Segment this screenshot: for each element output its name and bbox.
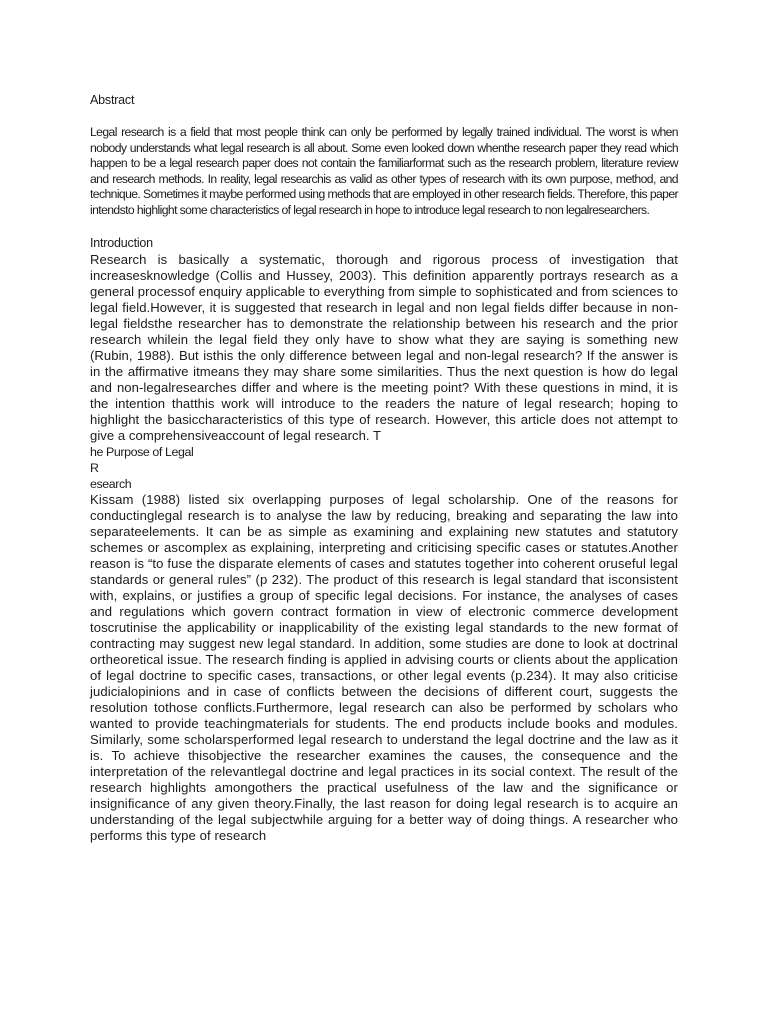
purpose-heading-line-3: esearch: [90, 476, 132, 491]
purpose-heading-line-1: he Purpose of Legal: [90, 444, 194, 459]
purpose-heading-line-2: R: [90, 460, 99, 475]
document-page: [90, 92, 678, 844]
abstract-heading: Abstract: [90, 93, 135, 107]
introduction-heading: Introduction: [90, 235, 153, 250]
introduction-paragraph: Research is basically a systematic, thorough and rigorous process of investigation that increasesknowledge (Collis and Hussey, 2003). This definition apparently portrays research as a general processof enquiry applicable to everything from simple to sophisticated and from sciences to legal field.However, it is suggested that research in legal and non legal fields differ because in non-legal fieldsthe researcher has to demonstrate the relationship between his research and the prior research whilein the legal field they only have to show what they are saying is something new (Rubin, 1988). But isthis the only difference between legal and non-legal research? If the answer is in the affirmative itmeans they may share some similarities. Thus the next question is how do legal and non-legalresearches differ and where is the meeting point? With these questions in mind, it is the intention thatthis work will introduce to the readers the nature of legal research; hoping to highlight the basiccharacteristics of this type of research. However, this article does not attempt to give a comprehensiveaccount of legal research. T: [90, 251, 678, 443]
purpose-paragraph: Kissam (1988) listed six overlapping purposes of legal scholarship. One of the reasons for conductinglegal research is to analyse the law by reducing, breaking and separating the law into separateelements. It can be as simple as examining and explaining new statutes and statutory schemes or ascomplex as explaining, interpreting and criticising specific cases or statutes.Another reason is “to fuse the disparate elements of cases and statutes together into coherent oruseful legal standards or general rules” (p 232). The product of this research is legal standard that isconsistent with, explains, or justifies a group of specific legal decisions. For instance, the analyses of cases and regulations which govern contract formation in view of electronic commerce development toscrutinise the applicability or inapplicability of the existing legal standards to the new format of contracting may suggest new legal standard. In addition, some studies are done to look at doctrinal ortheoretical issue. The research finding is applied in advising courts or clients about the application of legal doctrine to specific cases, transactions, or other legal events (p.234). It may also criticise judicialopinions and in case of conflicts between the decisions of different court, suggests the resolution tothose conflicts.Furthermore, legal research can also be performed by scholars who wanted to provide teachingmaterials for students. The end products include books and modules. Similarly, some scholarsperformed legal research to understand the legal doctrine and the law as it is. To achieve thisobjective the researcher examines the causes, the consequence and the interpretation of the relevantlegal doctrine and legal practices in its social context. The result of the research highlights amongothers the practical usefulness of the law and the significance or insignificance of any given theory.Finally, the last reason for doing legal research is to acquire an understanding of the legal subjectwhile arguing for a better way of doing things. A researcher who performs this type of research: [90, 491, 678, 843]
abstract-paragraph: Legal research is a field that most people think can only be performed by legally trained individual. The worst is when nobody understands what legal research is all about. Some even looked down whenthe research paper they read which happen to be a legal research paper does not contain the familiarformat such as the research problem, literature review and research methods. In reality, legal researchis as valid as other types of research with its own purpose, method, and technique. Sometimes it maybe performed using methods that are employed in other research fields. Therefore, this paper intendsto highlight some characteristics of legal research in hope to introduce legal research to non legalresearchers.: [90, 125, 678, 217]
